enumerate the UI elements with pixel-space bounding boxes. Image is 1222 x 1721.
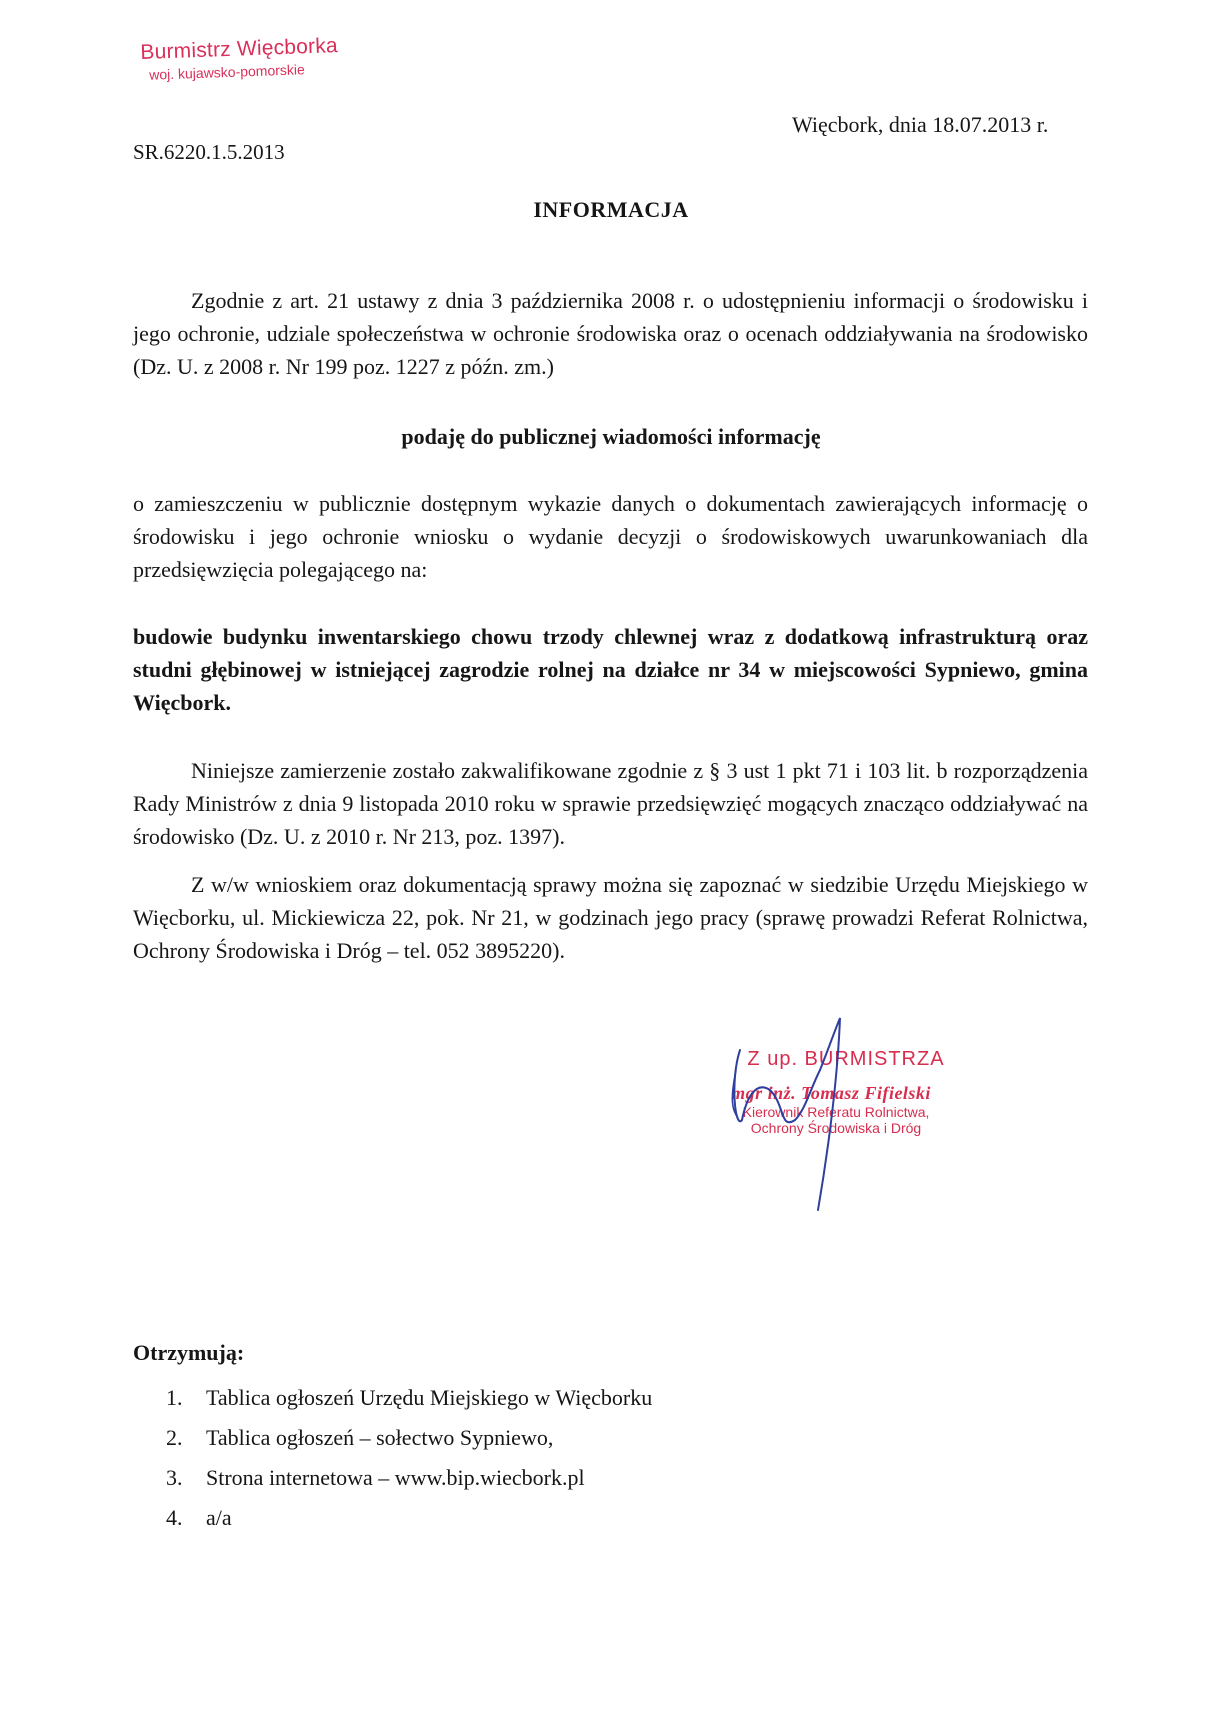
legal-basis-paragraph: Zgodnie z art. 21 ustawy z dnia 3 października 2008 r. o udostępnieniu informacji o środowisku i jego ochronie, udziale społeczeństwa w ochronie środowiska oraz o ocenach oddziaływania na środowisko (Dz. U. z 2008 r. Nr 199 poz. 1227 z późn. zm.) <box>133 288 1088 379</box>
list-item: 3. Strona internetowa – www.bip.wiecbork.pl <box>166 1465 585 1490</box>
signature-stamp-position-1: Kierownik Referatu Rolnictwa, <box>742 1104 930 1120</box>
project-description: budowie budynku inwentarskiego chowu trzody chlewnej wraz z dodatkową infrastrukturą oraz studni głębinowej w istniejącej zagrodzie rolnej na działce nr 34 w miejscowości Sypniewo, gmina Więcbork. <box>133 624 1088 715</box>
recipients-list <box>166 1378 652 1538</box>
notice-paragraph: o zamieszczeniu w publicznie dostępnym wykazie danych o dokumentach zawierających informację o środowisku i jego ochronie wniosku o wydanie decyzji o środowiskowych uwarunkowaniach dla przedsięwzięcia polegającego na: <box>133 491 1088 582</box>
place-date: Więcbork, dnia 18.07.2013 r. <box>792 112 1049 137</box>
issuer-stamp <box>140 33 339 84</box>
signature-stamp-authority: Z up. BURMISTRZA <box>747 1048 945 1070</box>
handwritten-signature <box>700 1010 920 1240</box>
reference-number: SR.6220.1.5.2013 <box>133 140 285 164</box>
signature-stamp-position-2: Ochrony Środowiska i Dróg <box>750 1120 922 1136</box>
issuer-stamp-title: Burmistrz Więcborka <box>140 34 339 64</box>
list-item: 4. a/a <box>166 1505 232 1530</box>
recipients-title: Otrzymują: <box>133 1340 245 1365</box>
list-item: 2. Tablica ogłoszeń – sołectwo Sypniewo, <box>166 1425 554 1450</box>
qualification-paragraph: Niniejsze zamierzenie zostało zakwalifikowane zgodnie z § 3 ust 1 pkt 71 i 103 lit. b rozporządzenia Rady Ministrów z dnia 9 listopada 2010 roku w sprawie przedsięwzięć mogących znacząco oddziaływać na środowisko (Dz. U. z 2010 r. Nr 213, poz. 1397). <box>133 758 1088 849</box>
signature-stroke <box>734 1018 840 1210</box>
document-title: INFORMACJA <box>533 197 689 222</box>
inspection-paragraph: Z w/w wnioskiem oraz dokumentacją sprawy można się zapoznać w siedzibie Urzędu Miejskiego w Więcborku, ul. Mickiewicza 22, pok. Nr 21, w godzinach jego pracy (sprawę prowadzi Referat Rolnictwa, Ochrony Środowiska i Dróg – tel. 052 3895220). <box>133 872 1088 963</box>
issuer-stamp-region: woj. kujawsko-pomorskie <box>148 61 306 83</box>
announcement-heading: podaję do publicznej wiadomości informację <box>401 424 821 449</box>
list-item: 1. Tablica ogłoszeń Urzędu Miejskiego w Więcborku <box>166 1385 653 1410</box>
signature-stamp-name: mgr inż. Tomasz Fifielski <box>731 1083 931 1103</box>
